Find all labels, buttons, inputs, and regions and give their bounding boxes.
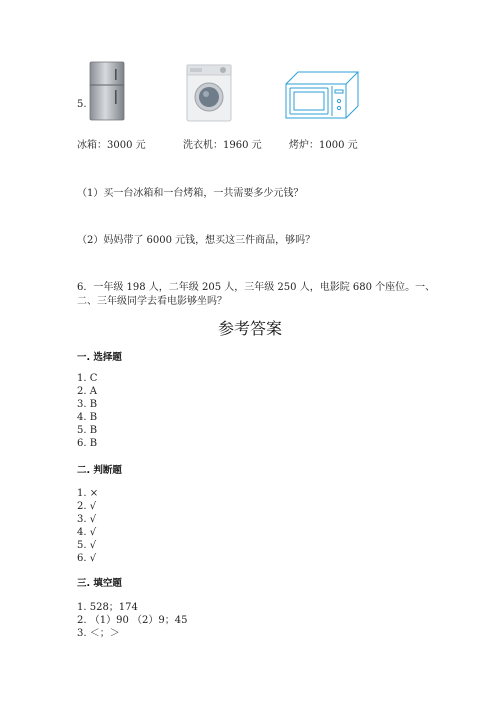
list-item: 3. ＜；＞	[77, 628, 120, 639]
list-item: 3. B	[77, 399, 98, 410]
list-item: 2. （1）90 （2）9；45	[77, 615, 188, 626]
list-item: 1. 528；174	[77, 602, 138, 613]
section-heading-judgement: 二. 判断题	[77, 465, 122, 476]
microwave-oven-icon	[284, 70, 360, 120]
list-item: 2. √	[77, 501, 97, 512]
list-item: 3. √	[77, 514, 97, 525]
list-item: 4. B	[77, 412, 98, 423]
washing-machine-icon	[186, 64, 232, 122]
question-5-part-1: （1）买一台冰箱和一台烤箱，一共需要多少元钱？	[77, 188, 304, 199]
refrigerator-icon	[88, 61, 126, 121]
question-5-part-2: （2）妈妈带了 6000 元钱，想买这三件商品，够吗？	[77, 235, 316, 246]
oven-price: 烤炉：1000 元	[289, 140, 358, 151]
list-item: 2. A	[77, 386, 97, 397]
list-item: 1. ×	[77, 488, 99, 499]
answer-list-fill-in	[77, 601, 187, 640]
list-item: 6. √	[77, 553, 97, 564]
question-5-number: 5.	[77, 99, 87, 110]
washing-machine-price: 洗衣机：1960 元	[183, 140, 262, 151]
answer-list-judgement	[77, 487, 98, 565]
section-heading-fill-in: 三. 填空题	[77, 578, 122, 589]
list-item: 1. C	[77, 373, 98, 384]
refrigerator-price: 冰箱：3000 元	[77, 140, 146, 151]
list-item: 5. √	[77, 540, 97, 551]
answers-title: 参考答案	[217, 319, 282, 338]
question-6-line-1: 6．一年级 198 人，二年级 205 人，三年级 250 人，电影院 680 个座位。一、	[77, 282, 436, 293]
section-heading-choice: 一. 选择题	[77, 352, 122, 363]
answer-list-choice	[77, 372, 97, 450]
list-item: 5. B	[77, 425, 98, 436]
question-6-line-2: 二、三年级同学去看电影够坐吗？	[77, 296, 227, 307]
list-item: 4. √	[77, 527, 97, 538]
list-item: 6. B	[77, 438, 98, 449]
